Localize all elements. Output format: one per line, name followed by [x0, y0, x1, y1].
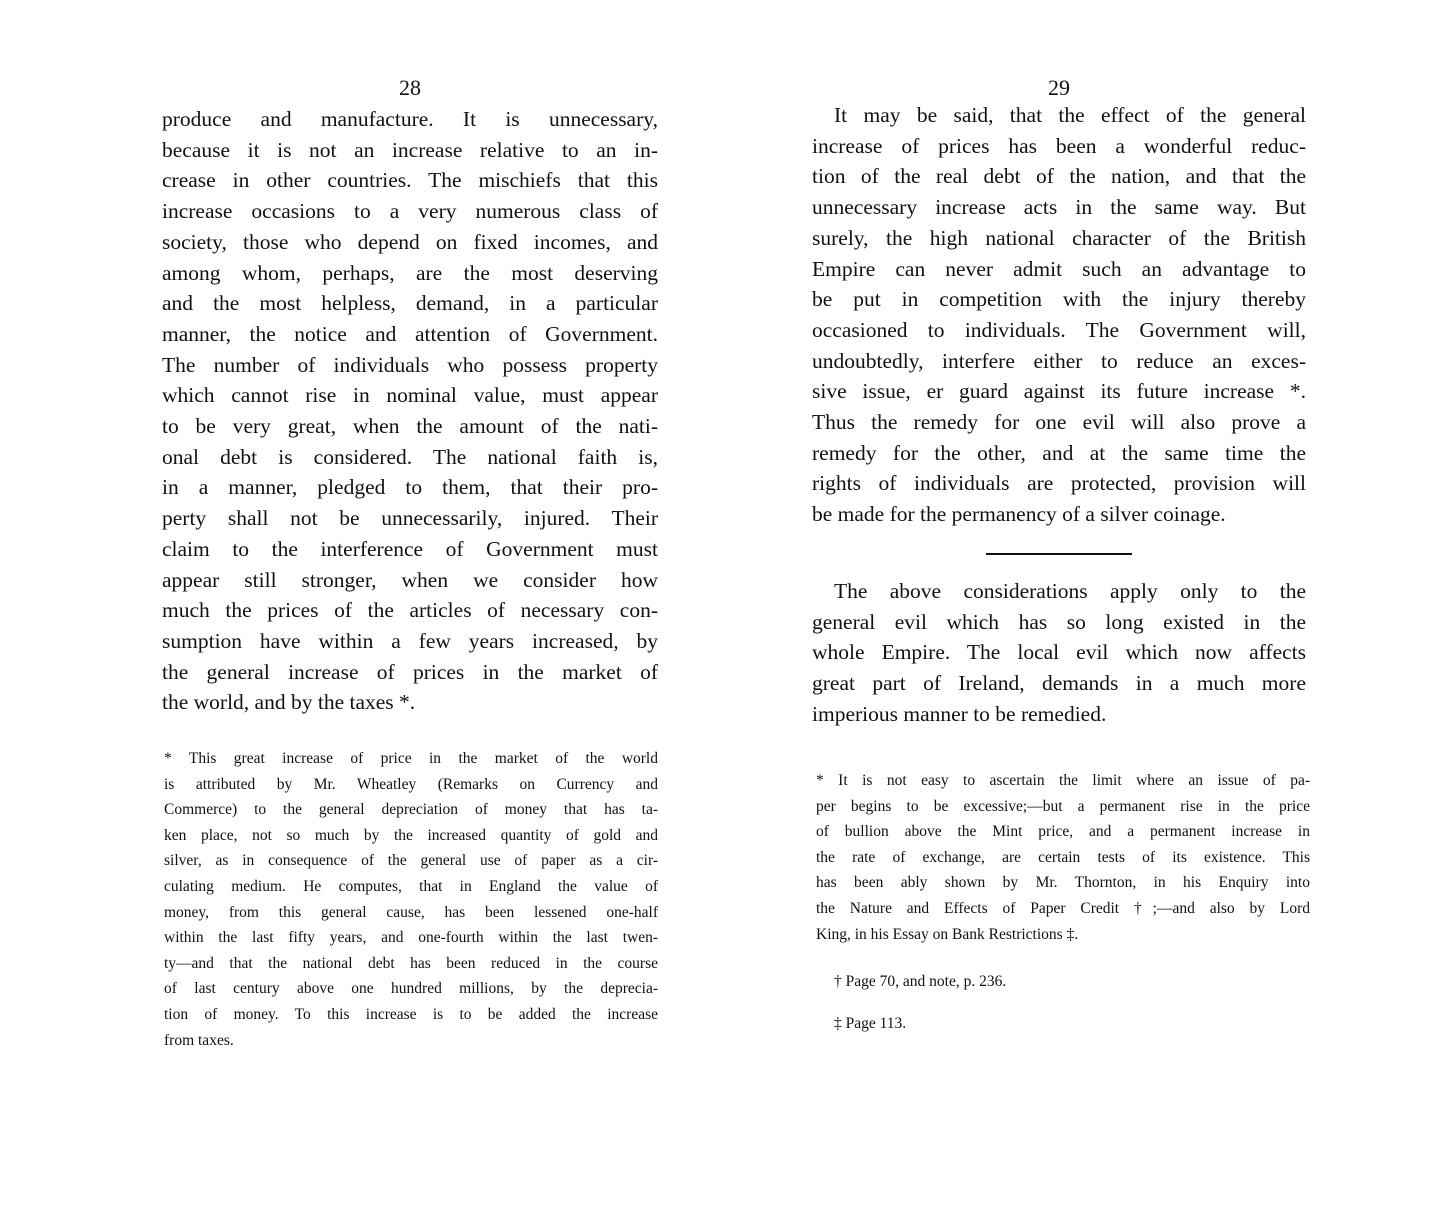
text-line: unnecessary increase acts in the same way. But — [812, 195, 1306, 220]
text-line: whole Empire. The local evil which now affects — [812, 640, 1306, 665]
text-line: society, those who depend on fixed incomes, and — [162, 229, 658, 254]
footnote-line: tion of money. To this increase is to be added the increase — [164, 1005, 658, 1023]
footnote-line: ken place, not so much by the increased quantity of gold and — [164, 826, 658, 844]
footnote-line: ty—and that the national debt has been reduced in the course — [164, 954, 658, 972]
footnote-line: * This great increase of price in the market of the world — [164, 750, 658, 767]
page-number: 29 — [1048, 75, 1070, 100]
text-line: Thus the remedy for one evil will also prove a — [812, 410, 1306, 435]
text-line: The above considerations apply only to the — [834, 579, 1306, 603]
text-line: sumption have within a few years increased, by — [162, 628, 658, 653]
text-line: the general increase of prices in the market of — [162, 659, 658, 684]
text-line: produce and manufacture. It is unnecessary, — [162, 107, 658, 131]
text-line: surely, the high national character of the British — [812, 225, 1306, 250]
text-line: great part of Ireland, demands in a much more — [812, 671, 1306, 696]
footnote-line: the Nature and Effects of Paper Credit †;—and also by Lord — [816, 899, 1310, 917]
footnote-line: within the last fifty years, and one-fourth within the last twen- — [164, 929, 658, 947]
text-line: onal debt is considered. The national faith is, — [162, 444, 658, 469]
text-line: in a manner, pledged to them, that their pro- — [162, 475, 658, 500]
footnote-line: the rate of exchange, are certain tests of its existence. This — [816, 848, 1310, 866]
text-line: because it is not an increase relative to an in- — [162, 137, 658, 162]
text-line: among whom, perhaps, are the most deserving — [162, 260, 658, 285]
text-line: which cannot rise in nominal value, must appear — [162, 383, 658, 408]
body-text — [812, 576, 1306, 730]
section-divider — [986, 553, 1132, 555]
footnote-line: of last century above one hundred millions, by the deprecia- — [164, 980, 658, 998]
footnote — [816, 768, 1310, 947]
text-line: claim to the interference of Government must — [162, 536, 658, 561]
text-line: increase occasions to a very numerous class of — [162, 199, 658, 224]
text-line: imperious manner to be remedied. — [812, 701, 1107, 726]
footnote-line: has been ably shown by Mr. Thornton, in his Enquiry into — [816, 874, 1310, 892]
text-line: Empire can never admit such an advantage to — [812, 256, 1306, 281]
footnote-line: * It is not easy to ascertain the limit where an issue of pa- — [816, 772, 1310, 789]
footnote-line: King, in his Essay on Bank Restrictions ‡. — [816, 925, 1079, 943]
footnote-line: per begins to be excessive;—but a permanent rise in the price — [816, 797, 1310, 815]
footnote-line: money, from this general cause, has been lessened one-half — [164, 903, 658, 921]
text-line: It may be said, that the effect of the general — [834, 103, 1306, 127]
text-line: perty shall not be unnecessarily, injured. Their — [162, 506, 658, 531]
page-number: 28 — [399, 75, 421, 100]
body-text — [162, 104, 658, 718]
text-line: occasioned to individuals. The Government will, — [812, 317, 1306, 342]
text-line: sive issue, er guard against its future increase *. — [812, 379, 1306, 404]
text-line: increase of prices has been a wonderful reduc- — [812, 133, 1306, 158]
footnote — [164, 746, 658, 1053]
text-line: tion of the real debt of the nation, and that the — [812, 164, 1306, 189]
text-line: undoubtedly, interfere either to reduce an exces- — [812, 348, 1306, 373]
text-line: The number of individuals who possess property — [162, 352, 658, 377]
text-line: and the most helpless, demand, in a particular — [162, 291, 658, 316]
body-text — [812, 100, 1306, 530]
footnote-line: is attributed by Mr. Wheatley (Remarks on Currency and — [164, 775, 658, 793]
footnote-line: of bullion above the Mint price, and a permanent increase in — [816, 823, 1310, 841]
footnote-line: Commerce) to the general depreciation of money that has ta- — [164, 801, 658, 819]
text-line: appear still stronger, when we consider how — [162, 567, 658, 592]
footnote-line: culating medium. He computes, that in England the value of — [164, 877, 658, 895]
text-line: be made for the permanency of a silver coinage. — [812, 502, 1226, 527]
text-line: crease in other countries. The mischiefs that this — [162, 168, 658, 193]
footnote-line: silver, as in consequence of the general use of paper as a cir- — [164, 852, 658, 870]
text-line: remedy for the other, and at the same time the — [812, 440, 1306, 465]
text-line: be put in competition with the injury thereby — [812, 287, 1306, 312]
footnote-line: from taxes. — [164, 1031, 234, 1049]
text-line: the world, and by the taxes *. — [162, 690, 416, 715]
text-line: much the prices of the articles of necessary con- — [162, 598, 658, 623]
text-line: rights of individuals are protected, provision will — [812, 471, 1306, 496]
text-line: manner, the notice and attention of Government. — [162, 321, 658, 346]
dagger-reference: † Page 70, and note, p. 236. — [834, 973, 1007, 990]
double-dagger-reference: ‡ Page 113. — [834, 1015, 907, 1032]
text-line: general evil which has so long existed in the — [812, 609, 1306, 634]
text-line: to be very great, when the amount of the nati- — [162, 414, 658, 439]
